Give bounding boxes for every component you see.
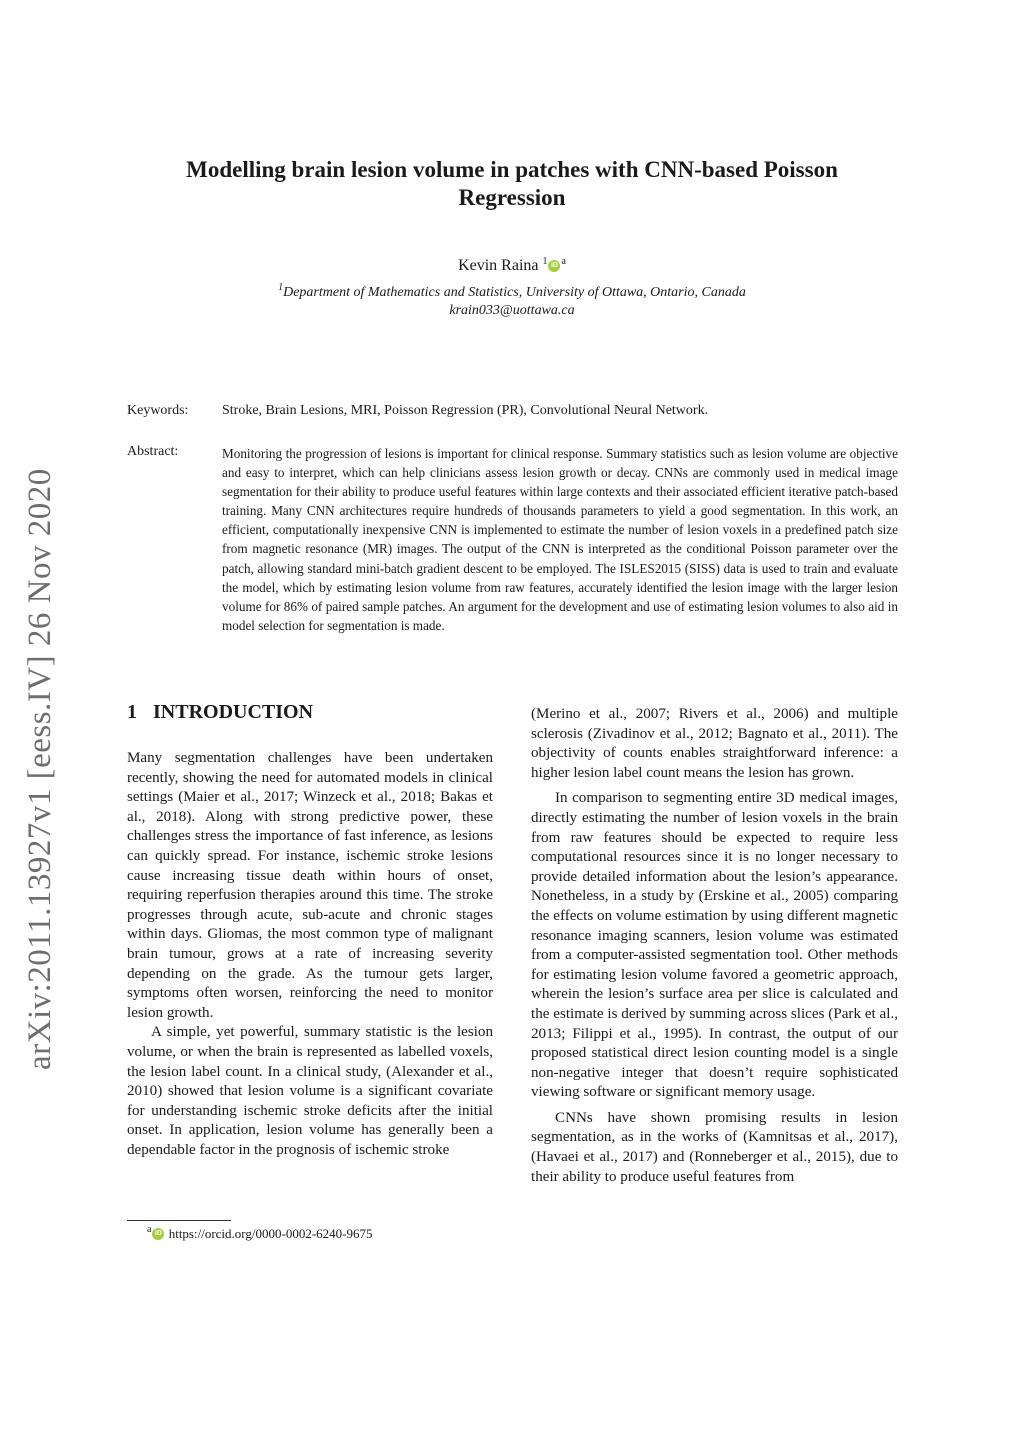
section-title: INTRODUCTION [153, 701, 314, 723]
abstract-text: Monitoring the progression of lesions is important for clinical response. Summary statistics such as lesion volume are objective and easy to interpret, which can help clinicians assess lesion growth or decay. CNNs are commonly used in medical image segmentation for their ability to produce useful features within large contexts and their associated efficient iterative patch-based training. Many CNN architectures require hundreds of thousands parameters to yield a good segmentation. In this work, an efficient, computationally inexpensive CNN is implemented to estimate the number of lesion voxels in a predefined patch size from magnetic resonance (MR) images. The output of the CNN is interpreted as the conditional Poisson parameter over the patch, allowing standard mini-batch gradient descent to be employed. The ISLES2015 (SISS) data is used to train and evaluate the model, which by estimating lesion volume from raw features, accurately identified the lesion image with the larger lesion volume for 86% of paired sample patches. An argument for the development and use of estimating lesion volumes to also aid in model selection for segmentation is made. [222, 446, 898, 633]
paragraph: CNNs have shown promising results in lesion segmentation, as in the works of (Kamnitsas et al., 2017), (Havaei et al., 2017) and (Ronneberger et al., 2015), due to their ability to produce useful features from [531, 1109, 898, 1185]
arxiv-stamp: arXiv:2011.13927v1 [eess.IV] 26 Nov 2020 [22, 468, 58, 1070]
author-note-mark: a [561, 256, 566, 267]
paragraph: Many segmentation challenges have been undertaken recently, showing the need for automated models in clinical settings (Maier et al., 2017; Winzeck et al., 2018; Bakas et al., 2018). Along with strong predictive power, these challenges stress the importance of fast inference, as lesions can quickly spread. For instance, ischemic stroke lesions cause increasing tissue death within hours of onset, requiring reperfusion therapies around this time. The stroke progresses through acute, sub-acute and chronic stages within days. Gliomas, the most common type of malignant brain tumour, grows at a rate of increasing severity depending on the grade. As the tumour gets larger, symptoms often worsen, reinforcing the need to monitor lesion growth. [127, 750, 493, 1021]
paragraph: (Merino et al., 2007; Rivers et al., 2006) and multiple sclerosis (Zivadinov et al., 2012; Bagnato et al., 2011). The objectivity of counts enables straightforward inference: a higher lesion label count means the lesion has grown. [531, 706, 898, 781]
affiliation-mark: 1 [278, 282, 284, 293]
keywords-label: Keywords: [127, 403, 189, 418]
body-column-right [531, 705, 898, 1187]
footnote-mark: a [147, 1224, 152, 1235]
affiliation-text: Department of Mathematics and Statistics, University of Ottawa, Ontario, Canada [283, 285, 746, 300]
author-name: Kevin Raina [458, 257, 539, 274]
body-column-left [127, 749, 493, 1160]
section-number: 1 [127, 701, 137, 723]
author-affiliation-mark: 1 [542, 256, 548, 267]
keywords-text: Stroke, Brain Lesions, MRI, Poisson Regression (PR), Convolutional Neural Network. [222, 403, 709, 418]
author-line [0, 257, 1024, 275]
paragraph: In comparison to segmenting entire 3D medical images, directly estimating the number of lesion voxels in the brain from raw features should be expected to require less computational resources since it is no longer necessary to provide detailed information about the lesion’s appearance. Nonetheless, in a study by (Erskine et al., 2005) comparing the effects on volume estimation by using different magnetic resonance imaging scanners, lesion volume was estimated from a computer-assisted segmentation tool. Other methods for estimating lesion volume favored a geometric approach, wherein the lesion’s surface area per slice is calculated and the estimate is derived by summing across slices (Park et al., 2013; Filippi et al., 1995). In contrast, the output of our proposed statistical direct lesion counting model is a single non-negative integer that doesn’t require sophisticated viewing software or significant memory usage. [531, 790, 898, 1101]
orcid-icon[interactable]: iD [548, 260, 560, 272]
paragraph: A simple, yet powerful, summary statistic is the lesion volume, or when the brain is represented as labelled voxels, the lesion label count. In a clinical study, (Alexander et al., 2010) showed that lesion volume is a significant covariate for understanding ischemic stroke deficits after the initial onset. In application, lesion volume has generally been a dependable factor in the prognosis of ischemic stroke [127, 1024, 493, 1158]
paper-title: Modelling brain lesion volume in patches with CNN-based Poisson Regression [186, 157, 838, 210]
footnote [147, 1226, 372, 1242]
footnote-divider [127, 1220, 231, 1221]
abstract-label: Abstract: [127, 444, 179, 459]
author-email[interactable]: krain033@uottawa.ca [449, 303, 575, 318]
affiliation [0, 284, 1024, 302]
orcid-icon[interactable]: iD [152, 1228, 164, 1240]
footnote-link[interactable]: https://orcid.org/0000-0002-6240-9675 [168, 1226, 373, 1241]
section-heading [127, 701, 313, 724]
